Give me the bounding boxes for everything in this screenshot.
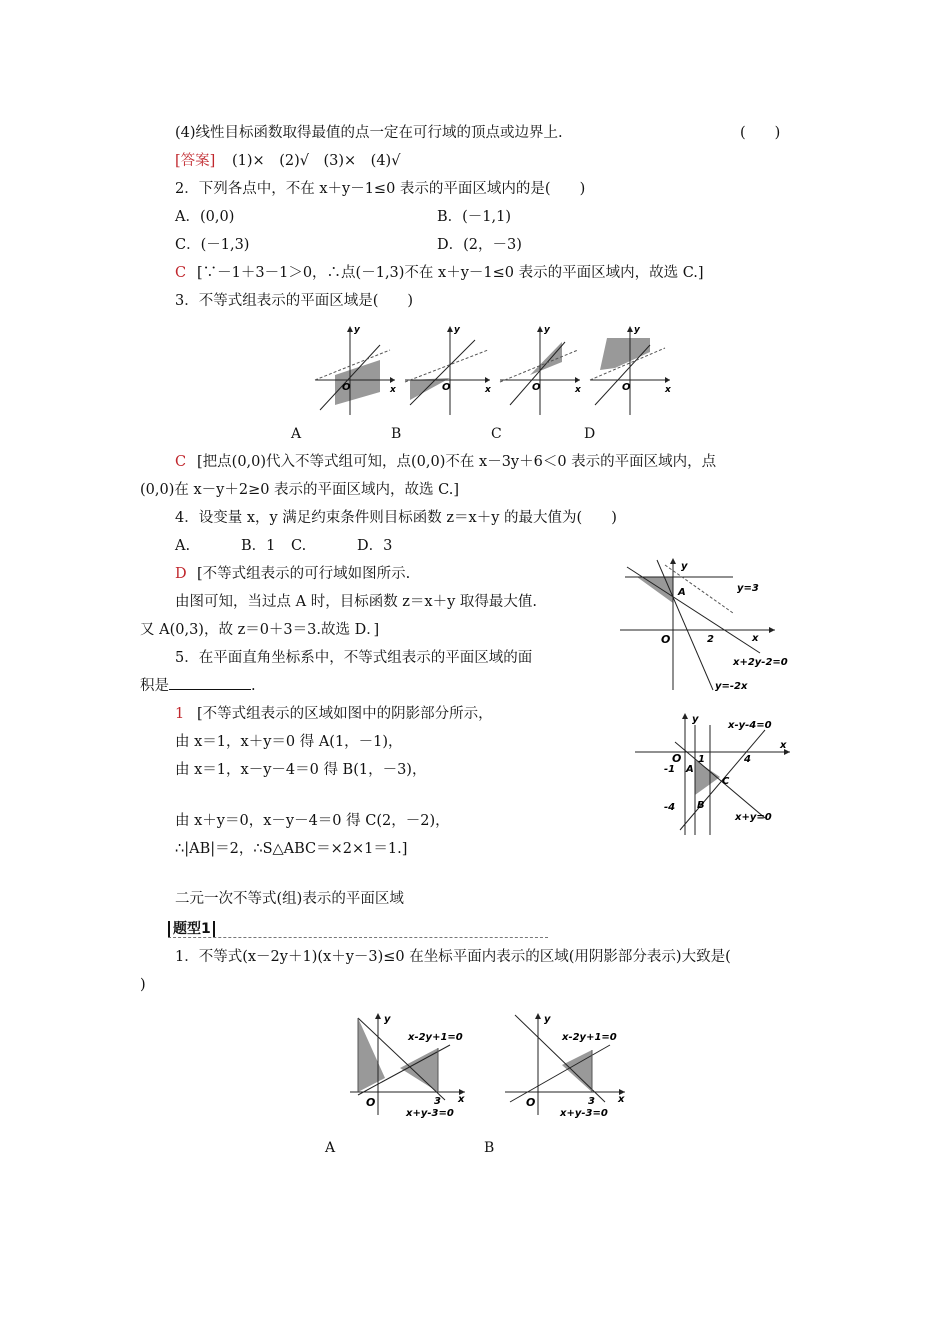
q5-fig-label-l1: x-y-4=0 xyxy=(728,720,772,731)
p1-fig-label-a: A xyxy=(325,1140,336,1156)
q4-fig-point-a: A xyxy=(678,587,686,598)
q5-fig-point-b: B xyxy=(697,800,705,811)
type-tag-text: 题型1 xyxy=(168,921,211,937)
q4-answer-letter: D xyxy=(175,566,187,582)
p1a-fig-tick-3: 3 xyxy=(434,1096,441,1107)
p1a-fig-y-label: y xyxy=(384,1014,391,1025)
q3-figure-d xyxy=(590,325,672,415)
q4-fig-y-label: y xyxy=(681,561,688,572)
q2-answer-text: [∵－1＋3－1＞0，∴点(－1,3)不在 x＋y－1≤0 表示的平面区域内，故选 C.] xyxy=(197,265,704,281)
p1b-fig-x-label: x xyxy=(618,1094,625,1105)
q4-fig-tick-2: 2 xyxy=(707,634,714,645)
q5-fig-x-label: x xyxy=(780,740,787,751)
p1b-fig-tick-3: 3 xyxy=(588,1096,595,1107)
q5-answer-line5: ∴|AB|＝2，∴S△ABC＝×2×1＝1.] xyxy=(175,841,408,857)
q5-fig-y-label: y xyxy=(692,714,699,725)
q5-answer-letter: 1 xyxy=(175,706,185,722)
p1b-fig-label-l2: x+y-3=0 xyxy=(560,1108,608,1119)
q4-fig-label-y3: y=3 xyxy=(737,583,759,594)
q5-answer-line4: 由 x＋y＝0，x－y－4＝0 得 C(2，－2)， xyxy=(175,813,450,829)
p1-figure-b xyxy=(500,1010,630,1120)
p1a-fig-origin: O xyxy=(366,1096,376,1109)
q3-fig-label-a: A xyxy=(291,426,302,442)
q5-fig-point-c: C xyxy=(722,776,730,787)
q5-fig-label-l2: x+y=0 xyxy=(735,812,772,823)
q3-figure-c xyxy=(500,325,582,415)
answer-paren: ( ) xyxy=(740,125,781,141)
answer-text: (1)× (2)√ (3)× (4)√ xyxy=(232,153,401,169)
p1b-fig-origin: O xyxy=(526,1096,536,1109)
q2-option-d: D．(2，－3) xyxy=(437,237,522,253)
q5-stem-line2 xyxy=(140,677,256,695)
q5-fig-tick-1: 1 xyxy=(698,754,705,765)
svg-text:x: x xyxy=(575,385,581,395)
judgement-item-4: (4)线性目标函数取得最值的点一定在可行域的顶点或边界上. xyxy=(175,125,563,141)
q3-answer-line1: [把点(0,0)代入不等式组可知，点(0,0)不在 x－3y＋6＜0 表示的平面区域内，点 xyxy=(197,454,717,470)
p1a-fig-x-label: x xyxy=(458,1094,465,1105)
q3-fig-label-d: D xyxy=(584,426,596,442)
q3-option-figures xyxy=(310,320,680,420)
svg-text:y: y xyxy=(454,325,460,335)
svg-text:y: y xyxy=(634,325,640,335)
p1a-fig-label-l2: x+y-3=0 xyxy=(406,1108,454,1119)
q4-answer-line2: 由图可知，当过点 A 时，目标函数 z＝x＋y 取得最大值. xyxy=(175,594,538,610)
q2-option-a: A．(0,0) xyxy=(175,209,235,225)
q2-option-b: B．(－1,1) xyxy=(437,209,512,225)
q4-feasible-region-figure xyxy=(615,555,795,695)
q5-answer-line3: 由 x＝1，x－y－4＝0 得 B(1，－3)， xyxy=(175,762,427,778)
type-tag-divider xyxy=(168,937,548,938)
q5-stem-line1: 5．在平面直角坐标系中，不等式组表示的平面区域的面 xyxy=(175,650,533,666)
q3-figure-a xyxy=(315,325,397,415)
q3-answer-letter: C xyxy=(175,454,187,470)
svg-text:y: y xyxy=(544,325,550,335)
q5-stem-prefix: 积是 xyxy=(140,678,169,694)
svg-text:O: O xyxy=(622,382,631,393)
q5-fig-point-a: A xyxy=(686,764,694,775)
q4-answer-line3: 又 A(0,3)，故 z＝0＋3＝3.故选 D．] xyxy=(140,622,380,638)
q4-option-b: B．1 xyxy=(241,538,276,554)
q4-fig-label-line1: x+2y-2=0 xyxy=(733,657,788,668)
q4-option-c: C. xyxy=(291,538,307,554)
q5-stem-end: . xyxy=(251,678,256,694)
q3-figure-b xyxy=(405,325,492,415)
svg-text:x: x xyxy=(390,385,396,395)
q5-region-figure xyxy=(630,710,800,840)
svg-text:O: O xyxy=(532,382,541,393)
q2-option-c: C．(－1,3) xyxy=(175,237,250,253)
svg-text:x: x xyxy=(665,385,671,395)
svg-text:O: O xyxy=(342,382,351,393)
p1-stem-line1: 1．不等式(x－2y＋1)(x＋y－3)≤0 在坐标平面内表示的区域(用阴影部分表示)大致是( xyxy=(175,949,731,965)
q5-fig-tick-4: 4 xyxy=(744,754,751,765)
q2-answer-letter: C xyxy=(175,265,187,281)
q2-stem: 2．下列各点中，不在 x＋y－1≤0 表示的平面区域内的是( ) xyxy=(175,181,586,197)
q4-answer-line1: [不等式组表示的可行域如图所示. xyxy=(197,566,411,582)
section-title: 二元一次不等式(组)表示的平面区域 xyxy=(175,891,404,907)
q4-fig-origin: O xyxy=(661,633,671,646)
q4-fig-label-line2: y=-2x xyxy=(715,681,748,692)
svg-text:O: O xyxy=(442,382,451,393)
p1b-fig-label-l1: x-2y+1=0 xyxy=(562,1032,617,1043)
q5-fig-origin: O xyxy=(672,752,682,765)
p1b-fig-y-label: y xyxy=(544,1014,551,1025)
q4-fig-x-label: x xyxy=(752,633,759,644)
q3-answer-line2: (0,0)在 x－y＋2≥0 表示的平面区域内，故选 C.] xyxy=(140,482,460,498)
q3-fig-label-b: B xyxy=(391,426,402,442)
q4-option-d: D．3 xyxy=(357,538,393,554)
q4-stem: 4．设变量 x，y 满足约束条件则目标函数 z＝x＋y 的最大值为( ) xyxy=(175,510,617,526)
p1a-fig-label-l1: x-2y+1=0 xyxy=(408,1032,463,1043)
p1-figure-a xyxy=(340,1010,470,1120)
q3-fig-label-c: C xyxy=(491,426,502,442)
p1-stem-line2: ) xyxy=(140,977,146,993)
p1-fig-label-b: B xyxy=(484,1140,495,1156)
q5-fig-tick-m4: -4 xyxy=(664,802,676,813)
q5-answer-blank xyxy=(169,677,251,690)
q4-option-a: A. xyxy=(175,538,191,554)
q5-answer-line2: 由 x＝1，x＋y＝0 得 A(1，－1)， xyxy=(175,734,403,750)
q5-answer-line1: [不等式组表示的区域如图中的阴影部分所示， xyxy=(197,706,493,722)
q5-fig-tick-m1: -1 xyxy=(664,764,676,775)
q3-stem: 3．不等式组表示的平面区域是( ) xyxy=(175,293,414,309)
svg-text:x: x xyxy=(485,385,491,395)
svg-text:y: y xyxy=(354,325,360,335)
type-tag xyxy=(168,918,215,938)
answer-tag: [答案] xyxy=(175,153,216,169)
